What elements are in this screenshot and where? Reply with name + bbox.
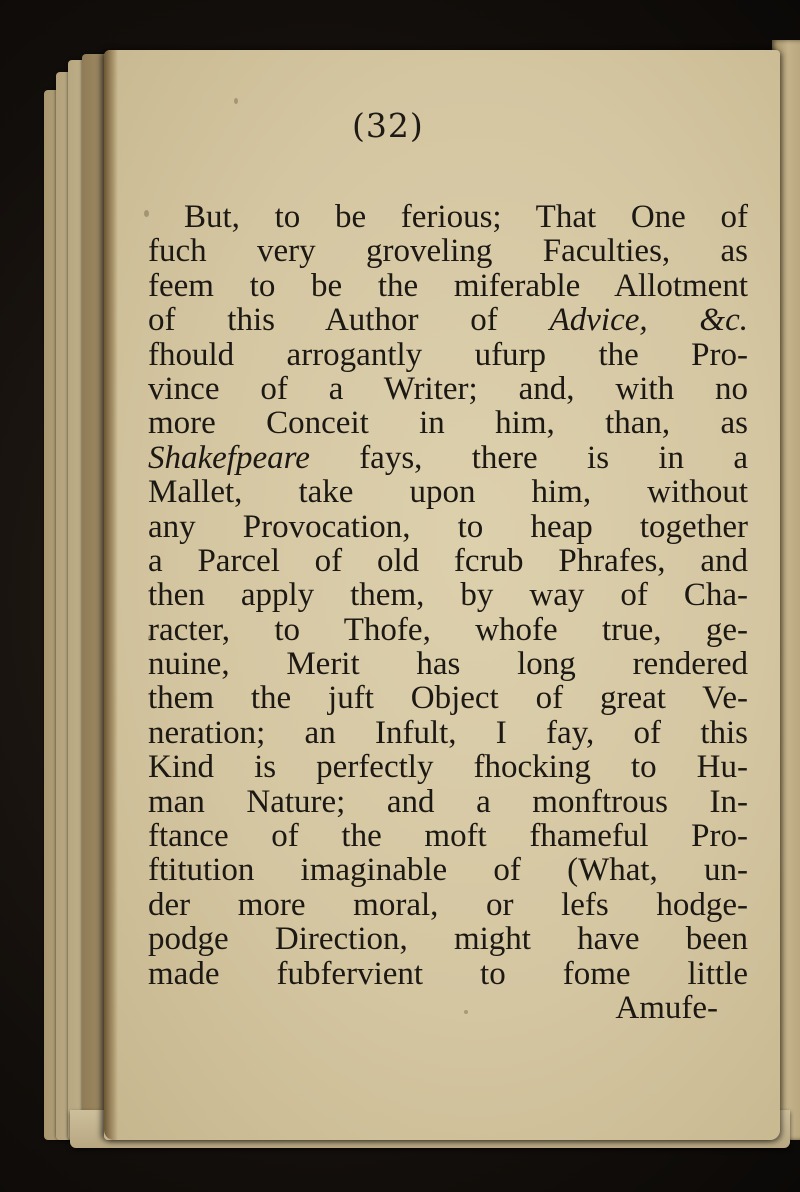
text-line: [148, 441, 748, 475]
text-line: vince of a Writer; and, with no: [148, 370, 748, 407]
text-line: fhould arrogantly ufurp the Pro-: [148, 336, 748, 373]
catchword: Amufe-: [615, 989, 718, 1026]
text-line: fuch very groveling Faculties, as: [148, 233, 748, 270]
text-line: Kind is perfectly fhocking to Hu-: [148, 749, 748, 786]
text-line: Mallet, take upon him, without: [148, 474, 748, 511]
text-fragment: of this Author of: [148, 302, 550, 339]
text-line: man Nature; and a monftrous In-: [148, 783, 748, 820]
italic-name: Shakefpeare: [148, 439, 310, 476]
text-line: nuine, Merit has long rendered: [148, 646, 748, 683]
body-text: [148, 200, 748, 1025]
text-line: ftance of the moft fhameful Pro-: [148, 818, 748, 855]
page-number: (32): [352, 106, 424, 145]
text-line: more Conceit in him, than, as: [148, 405, 748, 442]
text-line: them the juft Object of great Ve-: [148, 680, 748, 717]
text-line: then apply them, by way of Cha-: [148, 577, 748, 614]
text-line: der more moral, or lefs hodge-: [148, 886, 748, 923]
text-fragment: fays, there is in a: [309, 439, 748, 476]
text-line: feem to be the miferable Allotment: [148, 267, 748, 304]
page-gutter: [104, 50, 118, 1140]
italic-title: Advice, &c.: [549, 302, 748, 339]
foxing-spot: [234, 98, 238, 104]
text-line: But, to be ferious; That One of: [184, 199, 748, 235]
text-line: a Parcel of old fcrub Phrafes, and: [148, 542, 748, 579]
text-line: [148, 303, 748, 337]
text-line: made fubfervient to fome little: [148, 955, 748, 992]
text-line: ftitution imaginable of (What, un-: [148, 852, 748, 889]
text-line: any Provocation, to heap together: [148, 508, 748, 545]
text-line: podge Direction, might have been: [148, 921, 748, 958]
text-line: neration; an Infult, I fay, of this: [148, 714, 748, 751]
text-line: racter, to Thofe, whofe true, ge-: [148, 611, 748, 648]
